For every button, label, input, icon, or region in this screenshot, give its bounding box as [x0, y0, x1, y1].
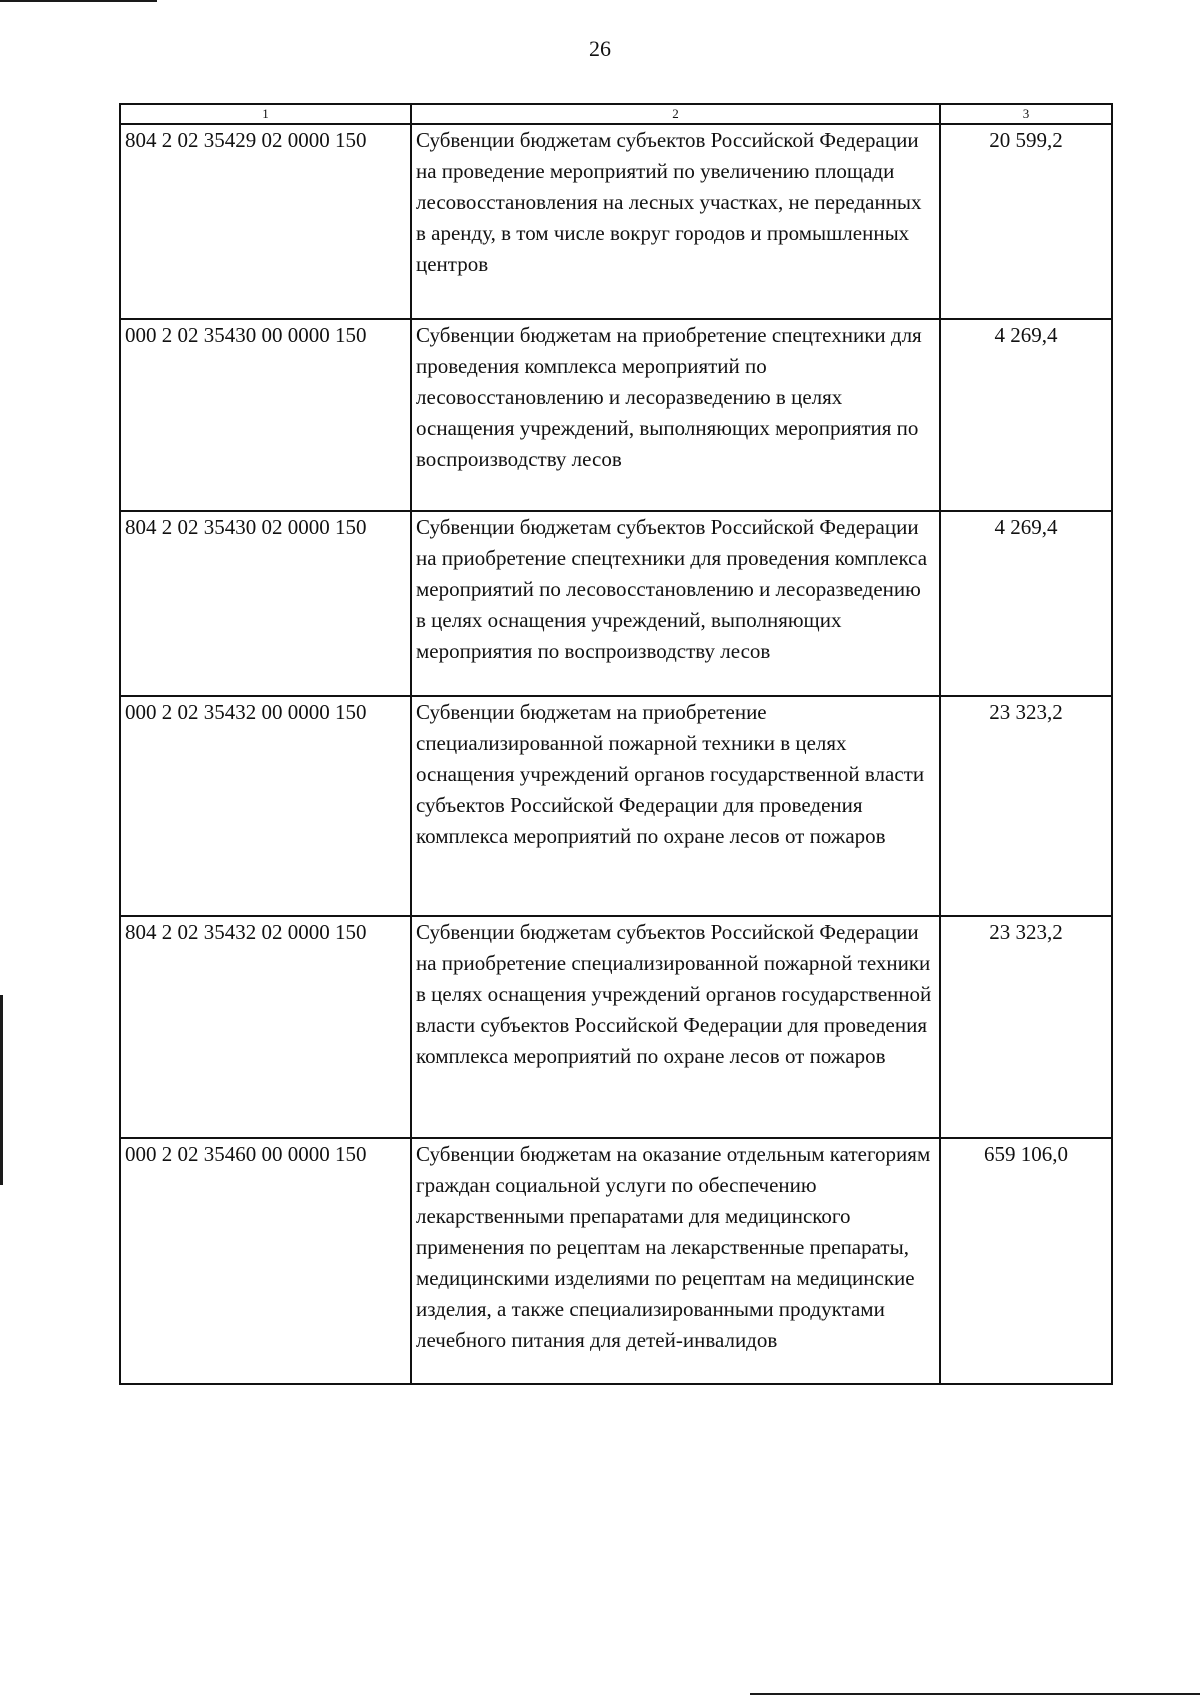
- scan-edge-mark-left: [0, 995, 3, 1185]
- table-row: [120, 511, 1112, 696]
- row-value: 23 323,2: [940, 696, 1112, 916]
- row-value: 659 106,0: [940, 1138, 1112, 1384]
- row-value: 20 599,2: [940, 124, 1112, 319]
- row-code: 000 2 02 35460 00 0000 150: [120, 1138, 411, 1384]
- row-code: 000 2 02 35430 00 0000 150: [120, 319, 411, 511]
- column-header-value: 3: [940, 104, 1112, 124]
- scan-edge-mark-bottom: [750, 1693, 1200, 1695]
- row-description: Субвенции бюджетам субъектов Российской Федерации на приобретение специализированной пожарной техники в целях оснащения учреждений органов государственной власти субъектов Российской Федерации для проведения комплекса мероприятий по охране лесов от пожаров: [411, 916, 940, 1138]
- table-row: [120, 916, 1112, 1138]
- column-header-code: 1: [120, 104, 411, 124]
- row-description: Субвенции бюджетам на приобретение специализированной пожарной техники в целях оснащения учреждений органов государственной власти субъектов Российской Федерации для проведения комплекса мероприятий по охране лесов от пожаров: [411, 696, 940, 916]
- row-code: 804 2 02 35429 02 0000 150: [120, 124, 411, 319]
- row-description: Субвенции бюджетам на оказание отдельным категориям граждан социальной услуги по обеспечению лекарственными препаратами для медицинского применения по рецептам на лекарственные препараты, медицинскими изделиями по рецептам на медицинские изделия, а также специализированными продуктами лечебного питания для детей-инвалидов: [411, 1138, 940, 1384]
- row-description: Субвенции бюджетам на приобретение спецтехники для проведения комплекса мероприятий по лесовосстановлению и лесоразведению в целях оснащения учреждений, выполняющих мероприятия по воспроизводству лесов: [411, 319, 940, 511]
- row-value: 4 269,4: [940, 319, 1112, 511]
- row-code: 804 2 02 35432 02 0000 150: [120, 916, 411, 1138]
- row-value: 4 269,4: [940, 511, 1112, 696]
- row-code: 000 2 02 35432 00 0000 150: [120, 696, 411, 916]
- table-row: [120, 124, 1112, 319]
- page-number: 26: [589, 36, 611, 61]
- row-value: 23 323,2: [940, 916, 1112, 1138]
- table-row: [120, 1138, 1112, 1384]
- column-header-description: 2: [411, 104, 940, 124]
- table-row: [120, 696, 1112, 916]
- row-description: Субвенции бюджетам субъектов Российской Федерации на проведение мероприятий по увеличению площади лесовосстановления на лесных участках, не переданных в аренду, в том числе вокруг городов и промышленных центров: [411, 124, 940, 319]
- row-description: Субвенции бюджетам субъектов Российской Федерации на приобретение спецтехники для проведения комплекса мероприятий по лесовосстановлению и лесоразведению в целях оснащения учреждений, выполняющих мероприятия по воспроизводству лесов: [411, 511, 940, 696]
- budget-table: [119, 103, 1113, 1385]
- row-code: 804 2 02 35430 02 0000 150: [120, 511, 411, 696]
- scan-edge-mark-top: [0, 0, 157, 2]
- table-header-row: [120, 104, 1112, 124]
- table-row: [120, 319, 1112, 511]
